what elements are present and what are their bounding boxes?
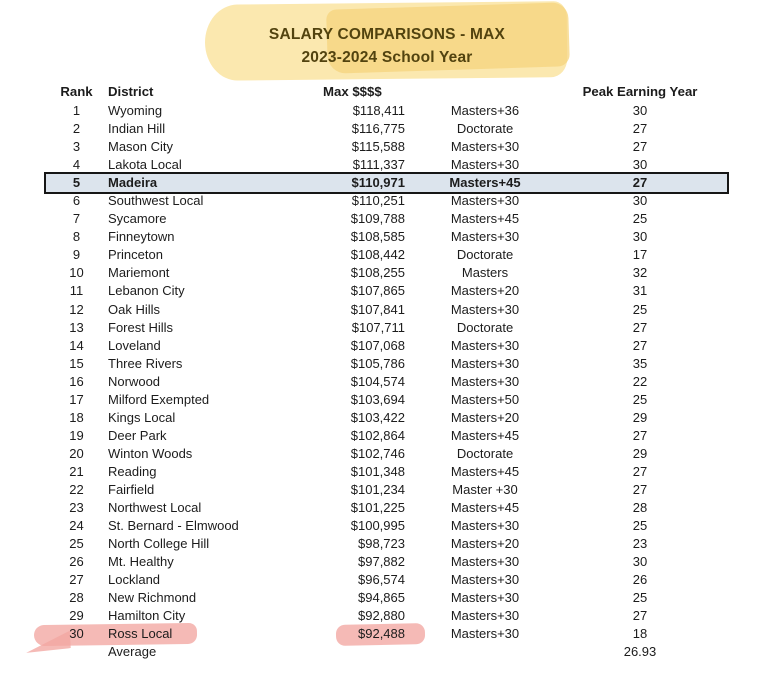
district-cell: Ross Local [108,626,173,642]
max-cell: $107,841 [350,301,405,317]
rank-cell: 9 [72,247,81,263]
table-row [45,481,729,499]
peak-cell: 27 [632,139,648,155]
max-cell: $110,971 [351,175,405,191]
degree-cell: Masters+36 [450,103,520,118]
table-row [45,499,729,517]
peak-cell: 30 [632,229,648,245]
district-cell: Wyoming [108,103,163,118]
table-row [45,463,729,481]
degree-cell: Masters+30 [450,157,520,173]
peak-cell: 27 [632,337,648,353]
rank-cell: 1 [72,103,81,118]
degree-cell: Masters+30 [450,373,520,389]
page-title [0,23,774,69]
rank-cell: 10 [69,265,84,281]
degree-cell: Masters+30 [450,608,520,624]
table-row [45,373,729,391]
table-row [45,355,729,373]
table-header-row [45,84,729,102]
salary-table [45,84,729,661]
max-cell: $105,786 [350,355,405,371]
district-cell: Loveland [108,337,161,353]
peak-cell: 30 [632,103,648,118]
peak-cell: 27 [632,175,648,191]
rank-cell: 7 [72,211,81,227]
district-cell: Hamilton City [108,608,186,624]
max-cell: $96,574 [358,572,405,588]
peak-cell: 27 [632,481,648,497]
rank-cell: 30 [69,626,84,642]
table-row [45,427,729,445]
max-cell: $116,775 [351,121,405,137]
rank-cell: 21 [69,463,84,479]
rank-cell: 23 [69,500,84,516]
degree-cell: Masters+20 [450,409,520,425]
degree-cell: Masters+30 [450,554,520,570]
degree-cell: Doctorate [456,247,514,263]
district-cell: Northwest Local [108,500,202,516]
degree-cell: Doctorate [456,445,514,461]
degree-cell: Masters+45 [450,211,520,227]
max-cell: $92,488 [358,626,405,642]
table-row [45,571,729,589]
table-row [45,210,729,228]
max-cell: $92,880 [358,608,405,624]
max-cell: $100,995 [350,518,405,534]
header-peak: Peak Earning Year [582,84,698,99]
rank-cell: 15 [69,355,84,371]
district-cell: Fairfield [108,481,155,497]
table-row [45,319,729,337]
max-cell: $101,348 [350,463,405,479]
district-cell: Lakota Local [108,157,182,173]
degree-cell: Masters+30 [450,337,520,353]
rank-cell: 3 [72,139,81,155]
max-cell: $108,442 [350,247,405,263]
table-row [45,120,729,138]
degree-cell: Masters+30 [450,590,520,606]
rank-cell: 22 [69,481,84,497]
max-cell: $110,251 [351,193,405,209]
rank-cell: 12 [69,301,84,317]
degree-cell: Masters+30 [450,229,520,245]
rank-cell: 14 [69,337,84,353]
table-row [45,409,729,427]
degree-cell: Masters+30 [450,626,520,642]
degree-cell: Master +30 [452,481,518,497]
rank-cell: 27 [69,572,84,588]
district-cell: New Richmond [108,590,197,606]
max-cell: $107,068 [350,337,405,353]
rank-cell: 20 [69,445,84,461]
rank-cell: 8 [72,229,81,245]
district-cell: Forest Hills [108,319,174,335]
table-row [45,246,729,264]
max-cell: $103,422 [350,409,405,425]
max-cell: $98,723 [358,536,405,552]
max-cell: $107,711 [351,319,405,335]
rank-cell: 11 [69,283,84,299]
rank-cell: 19 [69,427,84,443]
peak-cell: 25 [632,391,648,407]
peak-cell: 25 [632,590,648,606]
district-cell: Madeira [108,175,158,191]
max-cell: $102,864 [350,427,405,443]
table-row [45,445,729,463]
peak-cell: 29 [632,409,648,425]
district-cell: St. Bernard - Elmwood [108,518,239,534]
peak-cell: 30 [632,193,648,209]
degree-cell: Masters+30 [450,193,520,209]
table-row [45,391,729,409]
table-row [45,282,729,300]
table-row [45,625,729,643]
table-row [45,264,729,282]
header-district: District [108,84,154,99]
table-row [45,138,729,156]
rank-cell: 18 [69,409,84,425]
district-cell: Milford Exempted [108,391,210,407]
peak-cell: 31 [632,283,648,299]
district-cell: Norwood [108,373,161,389]
table-row [45,301,729,319]
peak-cell: 23 [632,536,648,552]
degree-cell: Masters+30 [450,355,520,371]
max-cell: $108,585 [350,229,405,245]
degree-cell: Masters [461,265,509,281]
rank-cell: 6 [72,193,81,209]
peak-cell: 18 [632,626,648,642]
district-cell: Indian Hill [108,121,166,137]
rank-cell: 28 [69,590,84,606]
rank-cell: 24 [69,518,84,534]
degree-cell: Masters+45 [450,500,520,516]
district-cell: Deer Park [108,427,167,443]
max-cell: $97,882 [358,554,405,570]
rank-cell: 4 [72,157,81,173]
peak-cell: 29 [632,445,648,461]
rank-cell: 13 [69,319,84,335]
peak-cell: 26 [632,572,648,588]
district-cell: Sycamore [108,211,167,227]
max-cell: $101,225 [350,500,405,516]
district-cell: Mariemont [108,265,170,281]
degree-cell: Masters+30 [450,301,520,317]
degree-cell: Masters+30 [450,139,520,155]
peak-cell: 22 [632,373,648,389]
district-cell: Winton Woods [108,445,193,461]
max-cell: $101,234 [350,481,405,497]
degree-cell: Masters+30 [450,572,520,588]
peak-cell: 28 [632,500,648,516]
district-cell: Finneytown [108,229,175,245]
title-line-2: 2023-2024 School Year [301,49,473,66]
degree-cell: Masters+50 [450,391,520,407]
district-cell: North College Hill [108,536,210,552]
peak-cell: 25 [632,301,648,317]
max-cell: $109,788 [350,211,405,227]
max-cell: $115,588 [351,139,405,155]
district-cell: Mason City [108,139,174,155]
peak-cell: 25 [632,518,648,534]
table-row [45,102,729,120]
rank-cell: 29 [69,608,84,624]
table-row [45,535,729,553]
table-row [45,607,729,625]
rank-cell: 16 [69,373,84,389]
max-cell: $111,337 [352,157,405,173]
district-cell: Princeton [108,247,163,263]
max-cell: $102,746 [350,445,405,461]
rank-cell: 17 [69,391,84,407]
peak-cell: 35 [632,355,648,371]
max-cell: $118,411 [352,103,405,118]
district-cell: Southwest Local [108,193,204,209]
degree-cell: Masters+20 [450,536,520,552]
table-row [45,228,729,246]
rank-cell: 26 [69,554,84,570]
max-cell: $103,694 [350,391,405,407]
peak-cell: 27 [632,427,648,443]
average-label: Average [108,644,157,660]
title-line-1: SALARY COMPARISONS - MAX [268,26,506,43]
max-cell: $104,574 [350,373,405,389]
peak-cell: 30 [632,157,648,173]
table-body [45,102,729,643]
peak-cell: 32 [632,265,648,281]
peak-cell: 27 [632,608,648,624]
district-cell: Lockland [108,572,161,588]
max-cell: $108,255 [350,265,405,281]
degree-cell: Doctorate [456,121,514,137]
degree-cell: Masters+45 [450,463,520,479]
district-cell: Reading [108,463,157,479]
average-peak-value: 26.93 [623,644,657,660]
rank-cell: 5 [72,175,81,191]
table-row [45,174,729,192]
header-max: Max $$$$ [323,84,382,99]
max-cell: $107,865 [350,283,405,299]
district-cell: Mt. Healthy [108,554,174,570]
table-row [45,192,729,210]
table-row [45,337,729,355]
degree-cell: Masters+20 [450,283,520,299]
average-row [45,643,729,661]
district-cell: Kings Local [108,409,176,425]
district-cell: Three Rivers [108,355,183,371]
peak-cell: 30 [632,554,648,570]
peak-cell: 17 [632,247,648,263]
header-rank: Rank [60,84,93,99]
table-row [45,589,729,607]
table-row [45,517,729,535]
peak-cell: 27 [632,463,648,479]
degree-cell: Masters+45 [450,427,520,443]
peak-cell: 25 [632,211,648,227]
rank-cell: 2 [72,121,81,137]
peak-cell: 27 [632,121,648,137]
district-cell: Oak Hills [108,301,161,317]
peak-cell: 27 [632,319,648,335]
rank-cell: 25 [69,536,84,552]
degree-cell: Masters+45 [449,175,521,191]
max-cell: $94,865 [358,590,405,606]
table-row [45,553,729,571]
degree-cell: Masters+30 [450,518,520,534]
degree-cell: Doctorate [456,319,514,335]
district-cell: Lebanon City [108,283,185,299]
